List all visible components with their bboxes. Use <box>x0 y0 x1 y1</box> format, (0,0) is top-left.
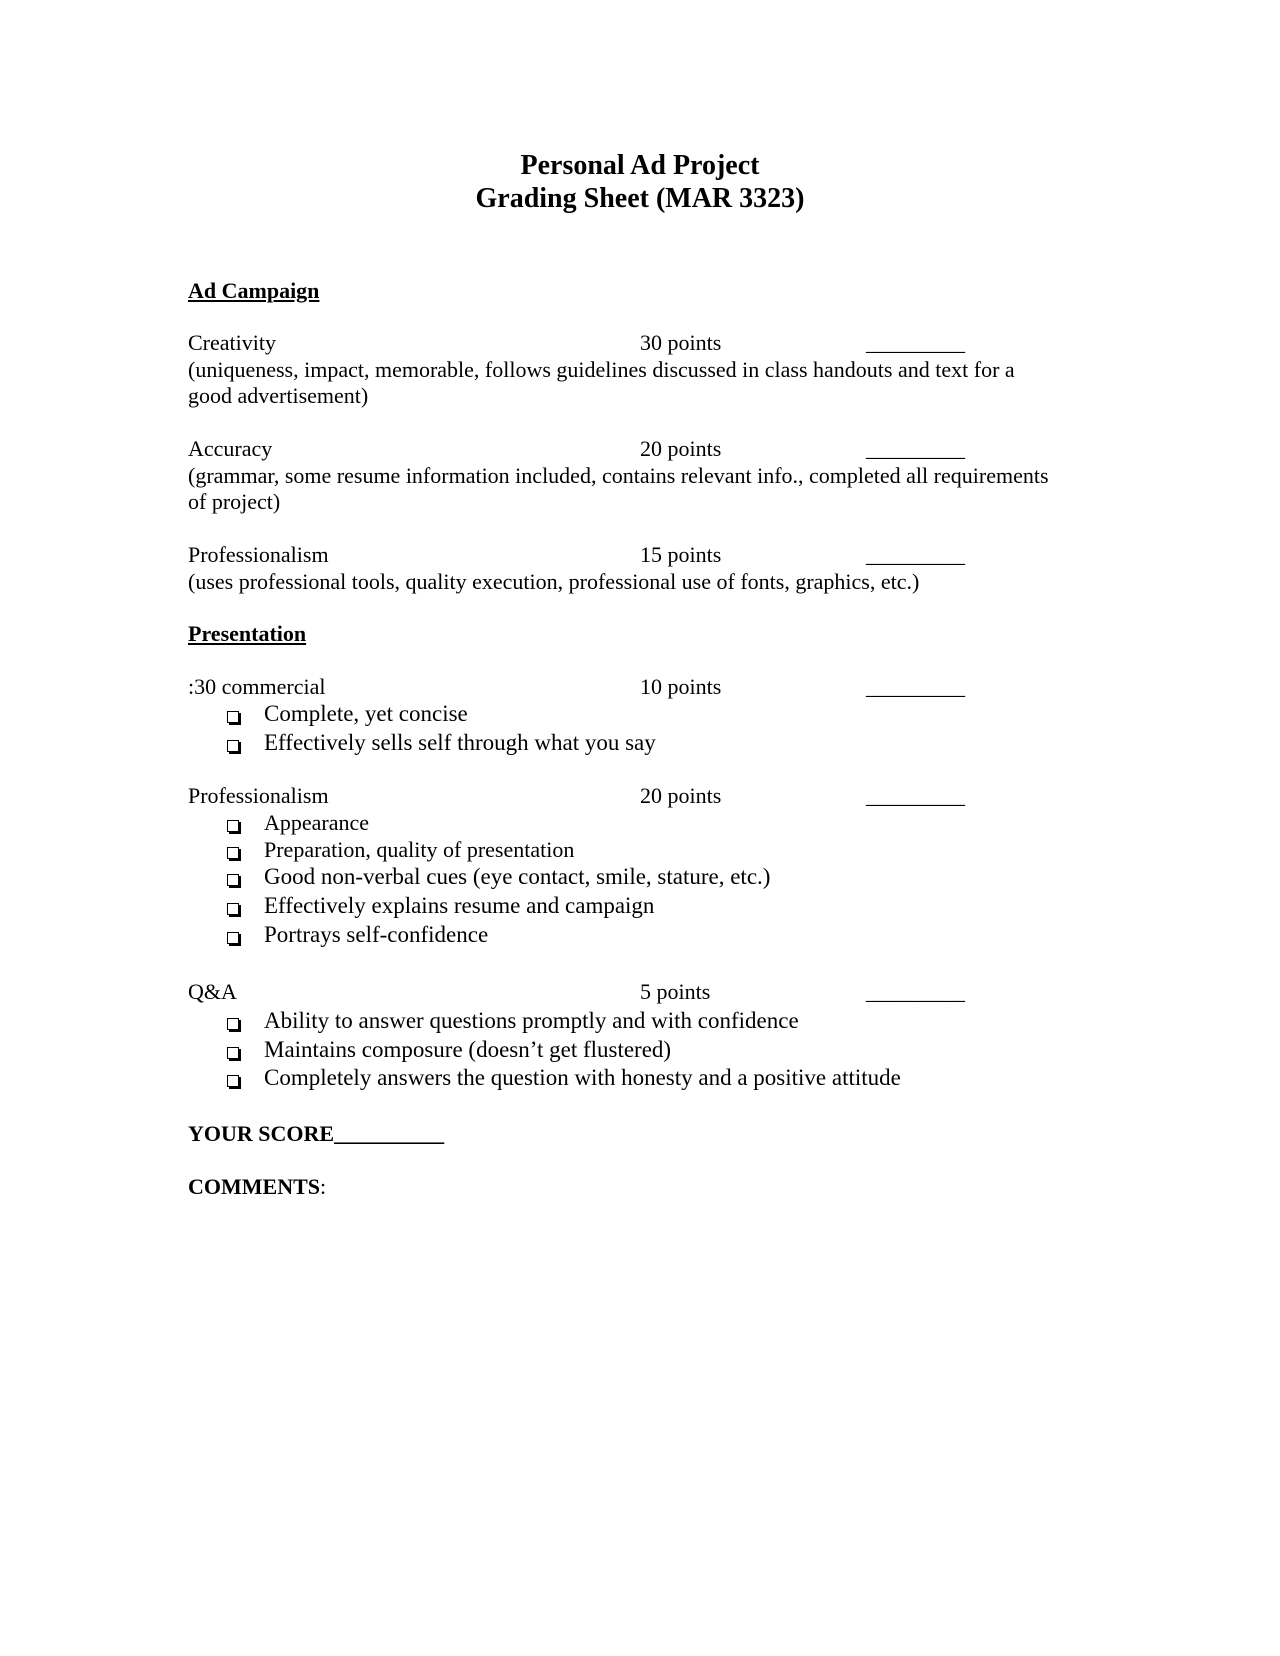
checkbox-icon <box>227 1075 239 1087</box>
document-title-line2: Grading Sheet (MAR 3323) <box>475 183 805 214</box>
bullet-item: Ability to answer questions promptly and with confidence <box>264 1008 799 1033</box>
criterion-name: Accuracy <box>188 436 273 461</box>
criterion-points: 15 points <box>640 542 722 567</box>
your-score-label: YOUR SCORE__________ <box>188 1121 445 1146</box>
criterion-name: Q&A <box>188 979 237 1004</box>
checkbox-icon <box>227 820 239 832</box>
comments-colon: : <box>320 1174 327 1199</box>
score-blank: _________ <box>866 783 965 808</box>
checkbox-icon <box>227 903 239 915</box>
document-title-line1: Personal Ad Project <box>520 150 760 181</box>
criterion-points: 30 points <box>640 330 722 355</box>
checkbox-icon <box>227 711 239 723</box>
criterion-points: 20 points <box>640 436 722 461</box>
checkbox-icon <box>227 1018 239 1030</box>
criterion-name: Creativity <box>188 330 276 355</box>
criterion-name: Professionalism <box>188 542 329 567</box>
criterion-description: (uniqueness, impact, memorable, follows guidelines discussed in class handouts and text for a <box>188 357 1015 382</box>
bullet-item: Appearance <box>264 810 370 835</box>
criterion-name: Professionalism <box>188 783 329 808</box>
criterion-points: 10 points <box>640 674 722 699</box>
section-heading-ad-campaign: Ad Campaign <box>188 278 320 303</box>
bullet-item: Completely answers the question with honesty and a positive attitude <box>264 1065 901 1090</box>
bullet-item: Complete, yet concise <box>264 701 468 726</box>
criterion-description: (grammar, some resume information included, contains relevant info., completed all requirements <box>188 463 1049 488</box>
comments-label: COMMENTS <box>188 1174 320 1199</box>
bullet-item: Portrays self-confidence <box>264 922 489 947</box>
bullet-item: Good non-verbal cues (eye contact, smile, stature, etc.) <box>264 864 771 889</box>
criterion-description: good advertisement) <box>188 383 369 408</box>
score-blank: _________ <box>866 542 965 567</box>
section-heading-presentation: Presentation <box>188 621 307 646</box>
bullet-item: Maintains composure (doesn’t get flustered) <box>264 1037 672 1062</box>
score-blank: _________ <box>866 330 965 355</box>
bullet-item: Effectively explains resume and campaign <box>264 893 655 918</box>
checkbox-icon <box>227 847 239 859</box>
criterion-name: :30 commercial <box>188 674 326 699</box>
checkbox-icon <box>227 740 239 752</box>
criterion-description: (uses professional tools, quality execution, professional use of fonts, graphics, etc.) <box>188 569 920 594</box>
bullet-item: Effectively sells self through what you say <box>264 730 656 755</box>
checkbox-icon <box>227 874 239 886</box>
criterion-points: 5 points <box>640 979 711 1004</box>
score-blank: _________ <box>866 436 965 461</box>
score-blank: _________ <box>866 979 965 1004</box>
checkbox-icon <box>227 932 239 944</box>
criterion-points: 20 points <box>640 783 722 808</box>
checkbox-icon <box>227 1047 239 1059</box>
criterion-description: of project) <box>188 489 281 514</box>
comments-label-wrapper <box>188 1174 326 1200</box>
bullet-item: Preparation, quality of presentation <box>264 837 575 862</box>
score-blank: _________ <box>866 674 965 699</box>
